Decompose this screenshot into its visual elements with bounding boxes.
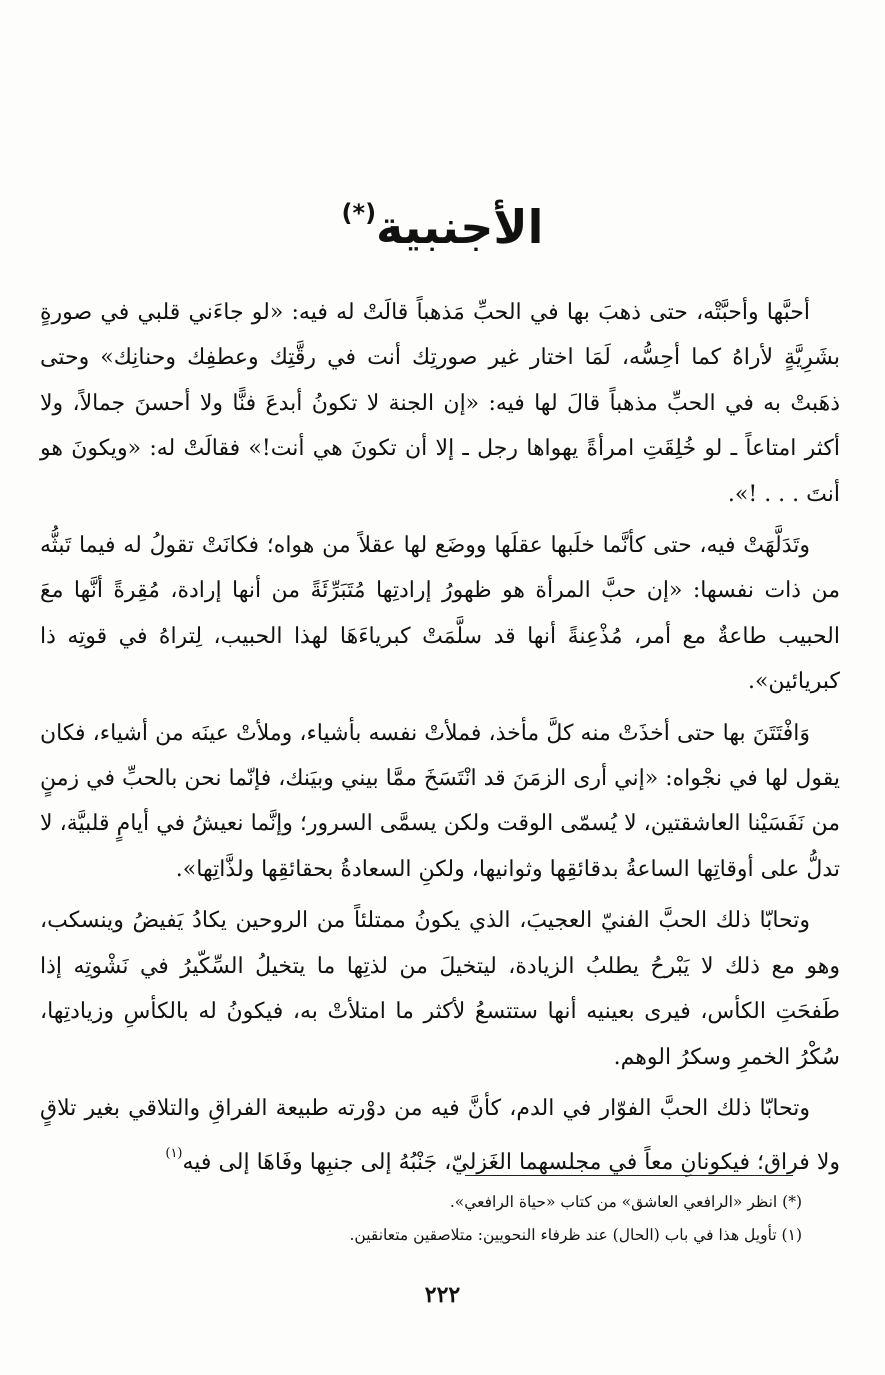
footnotes	[40, 1186, 802, 1252]
chapter-title	[0, 178, 885, 262]
paragraph-4-text: وتحابّا ذلك الحبَّ الفنيّ العجيبَ، الذي يكونُ ممتلئاً من الروحين يكادُ يَفيضُ وينسكب، وهو مع ذلك لا يَبْرحُ يطلبُ الزيادة، ليتخيلَ من لذتِها ما يتخيلُ السِّكّيرُ في نَشْوتِه إذا طَفحَتِ الكأس، فيرى بعينيه أنها ستتسعُ لأكثر ما امتلأتْ به، فيكونُ له بالكأسِ وزيادتِها، سُكْرُ الخمرِ وسكرُ الوهم.	[40, 908, 840, 1070]
paragraph-2-text: وتَدَلَّهَتْ فيه، حتى كأنَّما خلَبها عقلَها ووضَع لها عقلاً من هواه؛ فكانَتْ تقولُ له فيما تَبثُّه من ذات نفسها: «إن حبَّ المرأة هو ظهورُ إرادتِها مُتَبَرِّئَةً من أنها إرادة، مُقِرةً أنَّها معَ الحبيب طاعةٌ مع أمر، مُذْعِنةً أنها قد سلَّمَتْ كبرياءَهَا لهذا الحبيب، لِتراهُ في قوتِه ذا كبريائين».	[40, 533, 840, 695]
paragraph-4	[40, 898, 840, 1080]
title-footnote-marker: (*)	[341, 199, 377, 227]
footnote-1: (١) تأويل هذا في باب (الحال) عند ظرفاء النحويين: متلاصقين متعانقين.	[349, 1226, 802, 1244]
footnote-star: (*) انظر «الرافعي العاشق» من كتاب «حياة الرافعي».	[449, 1193, 802, 1211]
paragraph-2	[40, 523, 840, 705]
paragraph-5-text: وتحابّا ذلك الحبَّ الفوّار في الدم، كأنَّ فيه من دوْرته طبيعة الفراقِ والتلاقي بغير تلاقٍ ولا فراق؛ فيكونانِ معاً في مجلسهما الغَزليّ، جَنْبُهُ إلى جنبِها وفَاهَا إلى فيه	[40, 1095, 840, 1176]
footnote-separator	[465, 1175, 793, 1176]
chapter-title-text: الأجنبية	[376, 200, 544, 254]
paragraph-5	[40, 1086, 840, 1186]
paragraph-3	[40, 711, 840, 893]
paragraph-3-text: وَافْتَتَنَ بها حتى أخذَتْ منه كلَّ مأخذ، فملأتْ نفسه بأشياء، وملأتْ عينَه من أشياء، فكان يقول لها في نجْواه: «إني أرى الزمَنَ قد انْتَسَخَ ممَّا بيني وبيَنك، فإنّما نحن بالحبِّ في زمنٍ من نَفَسَيْنا العاشقتين، لا يُسمّى الوقت ولكن يسمَّى السرور؛ وإنَّما نعيشُ في أيامٍ قلبيَّة، لا تدلُّ على أوقاتِها الساعةُ بدقائقِها وثوانيها، ولكنِ السعادةُ بحقائقِها ولذَّاتِها».	[40, 720, 840, 882]
paragraph-1-text: أحبَّها وأحبَّتْه، حتى ذهبَ بها في الحبِّ مَذهباً قالَتْ له فيه: «لو جاءَني قلبي في صورةٍ بشَرِيَّةٍ لأراهُ كما أحِسُّه، لَمَا اختار غير صورتِك أنت في رقَّتِك وعطفِك وحنانِك» وحتى ذهَبتْ به في الحبِّ مذهباً قالَ لها فيه: «إن الجنة لا تكونُ أبدعَ فنًّا ولا أحسنَ جمالاً، ولا أكثر امتاعاً ـ لو خُلِقَتِ امرأةً يهواها رجل ـ إلا أن تكونَ هي أنت!» فقالَتْ له: «ويكونَ هو أنتَ . . . !».	[40, 300, 840, 507]
paragraph-1	[40, 290, 840, 517]
body-text	[40, 290, 840, 1192]
footnote-reference: (١)	[165, 1146, 183, 1162]
page-number: ٢٢٢	[424, 1282, 461, 1308]
